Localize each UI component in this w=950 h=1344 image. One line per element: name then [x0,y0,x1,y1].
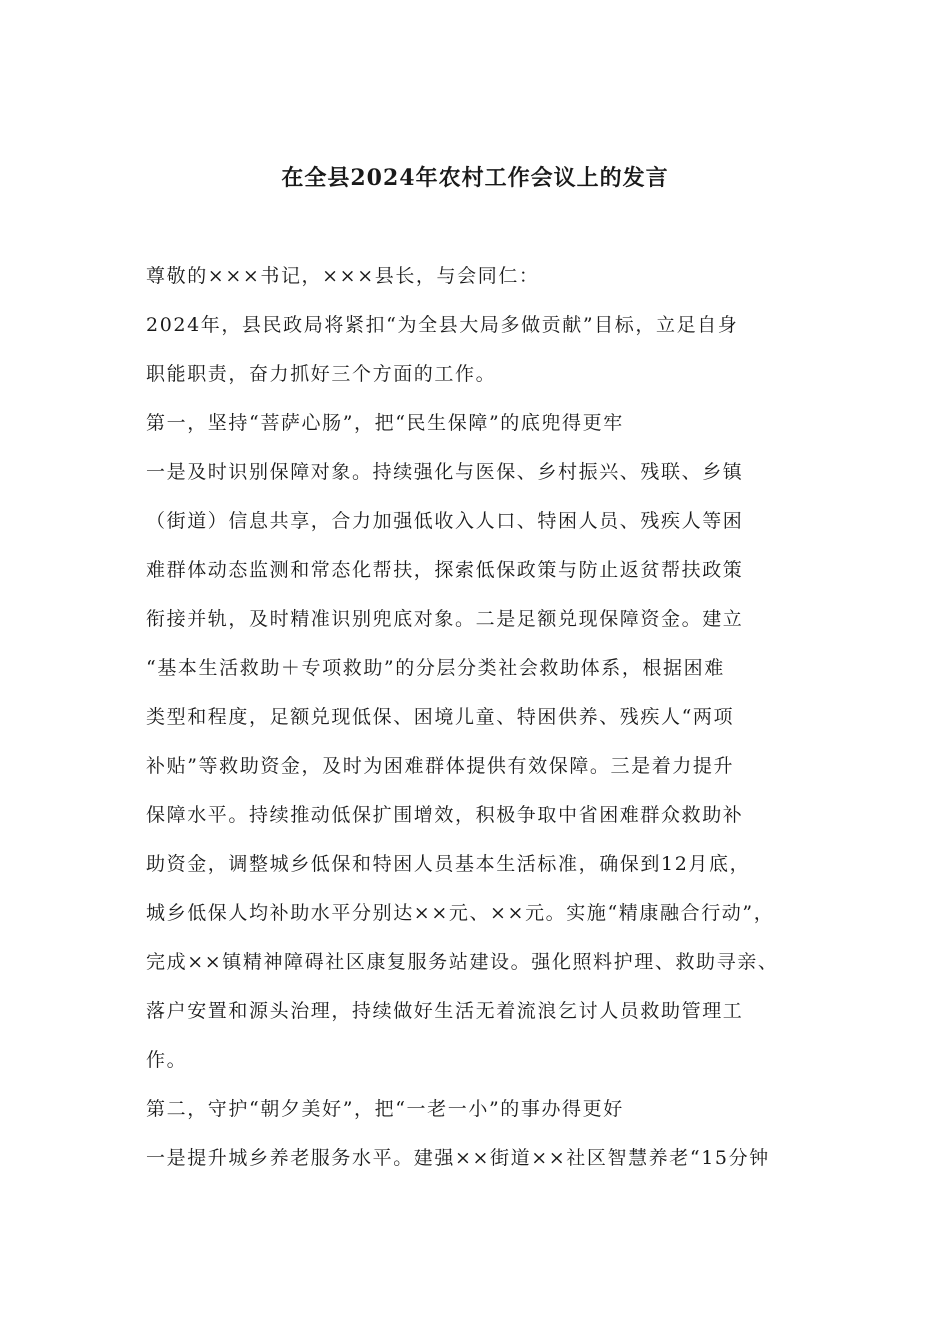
text-line: “基本生活救助＋专项救助”的分层分类社会救助体系，根据困难 [146,657,725,679]
text-line: 一是提升城乡养老服务水平。建强××街道××社区智慧养老“15分钟 [146,1147,770,1169]
text-line: 尊敬的×××书记，×××县长，与会同仁： [146,265,540,287]
section-heading: 第一，坚持“菩萨心肠”，把“民生保障”的底兜得更牢 [146,412,624,434]
text-line: 一是及时识别保障对象。持续强化与医保、乡村振兴、残联、乡镇 [146,461,744,483]
text-line: 完成××镇精神障碍社区康复服务站建设。强化照料护理、救助寻亲、 [146,951,779,973]
text-line: 职能职责，奋力抓好三个方面的工作。 [146,363,497,385]
text-line: 城乡低保人均补助水平分别达××元、××元。实施“精康融合行动”， [146,902,775,924]
text-line: 衔接并轨，及时精准识别兜底对象。二是足额兑现保障资金。建立 [146,608,744,630]
text-line: 助资金，调整城乡低保和特困人员基本生活标准，确保到12月底， [146,853,751,875]
text-line: 落户安置和源头治理，持续做好生活无着流浪乞讨人员救助管理工 [146,1000,744,1022]
document-title: 在全县2024年农村工作会议上的发言 [281,165,669,191]
document-body [146,252,806,1183]
text-line: （街道）信息共享，合力加强低收入人口、特困人员、残疾人等困 [146,510,744,532]
section-heading: 第二，守护“朝夕美好”，把“一老一小”的事办得更好 [146,1098,624,1120]
text-line: 保障水平。持续推动低保扩围增效，积极争取中省困难群众救助补 [146,804,744,826]
text-line: 难群体动态监测和常态化帮扶，探索低保政策与防止返贫帮扶政策 [146,559,744,581]
text-line: 2024年，县民政局将紧扣“为全县大局多做贡献”目标，立足自身 [146,314,739,336]
text-line: 作。 [146,1049,188,1071]
text-line: 补贴”等救助资金，及时为困难群体提供有效保障。三是着力提升 [146,755,735,777]
text-line: 类型和程度，足额兑现低保、困境儿童、特困供养、残疾人“两项 [146,706,735,728]
